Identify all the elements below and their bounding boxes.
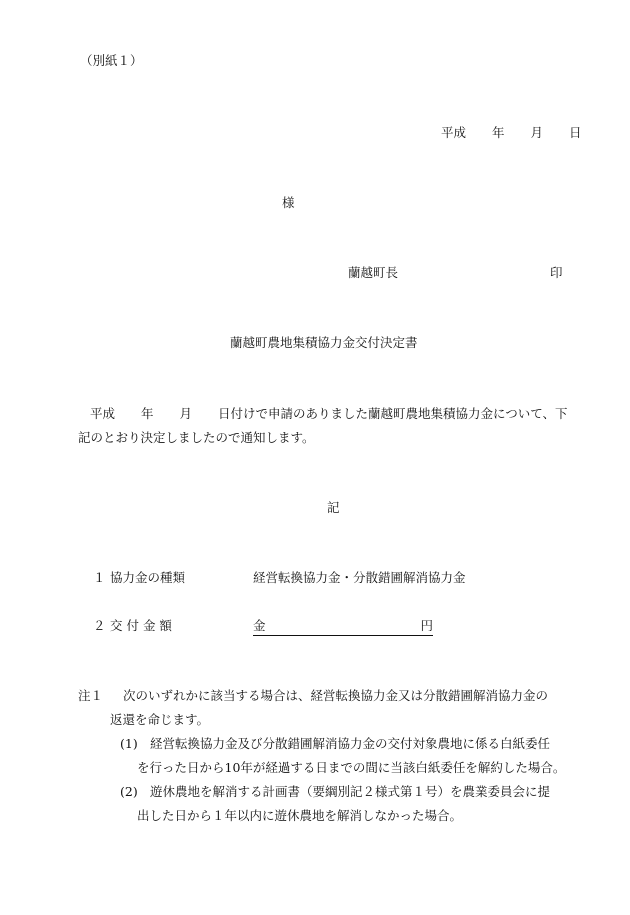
body-month: 月 [179, 406, 193, 421]
body-year: 年 [141, 406, 154, 421]
amount-prefix: 金 [253, 618, 266, 633]
amount-underline [253, 620, 433, 636]
date-day: 日 [569, 125, 582, 140]
condition-2-line-2: 出した日から１年以内に遊休農地を解消しなかった場合。 [137, 808, 463, 823]
date-year: 年 [492, 125, 505, 140]
attachment-label: （別紙１） [80, 53, 143, 68]
condition-1-line-2: を行った日から10年が経過する日までの間に当該白紙委任を解約した場合。 [137, 760, 566, 775]
item-1-number: １ [93, 570, 106, 585]
note-label: 注１ [78, 688, 104, 703]
condition-2-marker: (2) [120, 784, 138, 799]
date-line [441, 127, 582, 140]
issuer-title: 蘭越町長 [348, 265, 399, 280]
item-2-number: ２ [93, 618, 106, 633]
condition-2-line-1: 遊休農地を解消する計画書（要綱別記２様式第１号）を農業委員会に提 [150, 784, 551, 799]
amount-field [253, 620, 433, 636]
addressee-suffix: 様 [282, 195, 295, 210]
condition-1-line-1: 経営転換協力金及び分散錯圃解消協力金の交付対象農地に係る白紙委任 [150, 736, 551, 751]
note-intro-line-1: 次のいずれかに該当する場合は、経営転換協力金又は分散錯圃解消協力金の [123, 688, 549, 703]
ki-heading: 記 [327, 500, 340, 515]
body-line-2: 記のとおり決定しましたので通知します。 [78, 430, 315, 445]
amount-suffix: 円 [420, 618, 433, 633]
body-line-1-rest: 日付けで申請のありました蘭越町農地集積協力金について、下 [218, 406, 568, 421]
document-title: 蘭越町農地集積協力金交付決定書 [230, 335, 418, 350]
body-line-1 [90, 408, 568, 421]
item-2-label: 交 付 金 額 [110, 618, 172, 633]
condition-1-marker: (1) [120, 736, 138, 751]
note-intro-line-2: 返還を命じます。 [110, 712, 210, 727]
date-era: 平成 [441, 125, 467, 140]
item-1-label: 協力金の種類 [110, 570, 186, 585]
body-era: 平成 [90, 406, 116, 421]
item-1-value: 経営転換協力金・分散錯圃解消協力金 [253, 570, 466, 585]
seal-mark: 印 [550, 265, 563, 280]
date-month: 月 [530, 125, 544, 140]
